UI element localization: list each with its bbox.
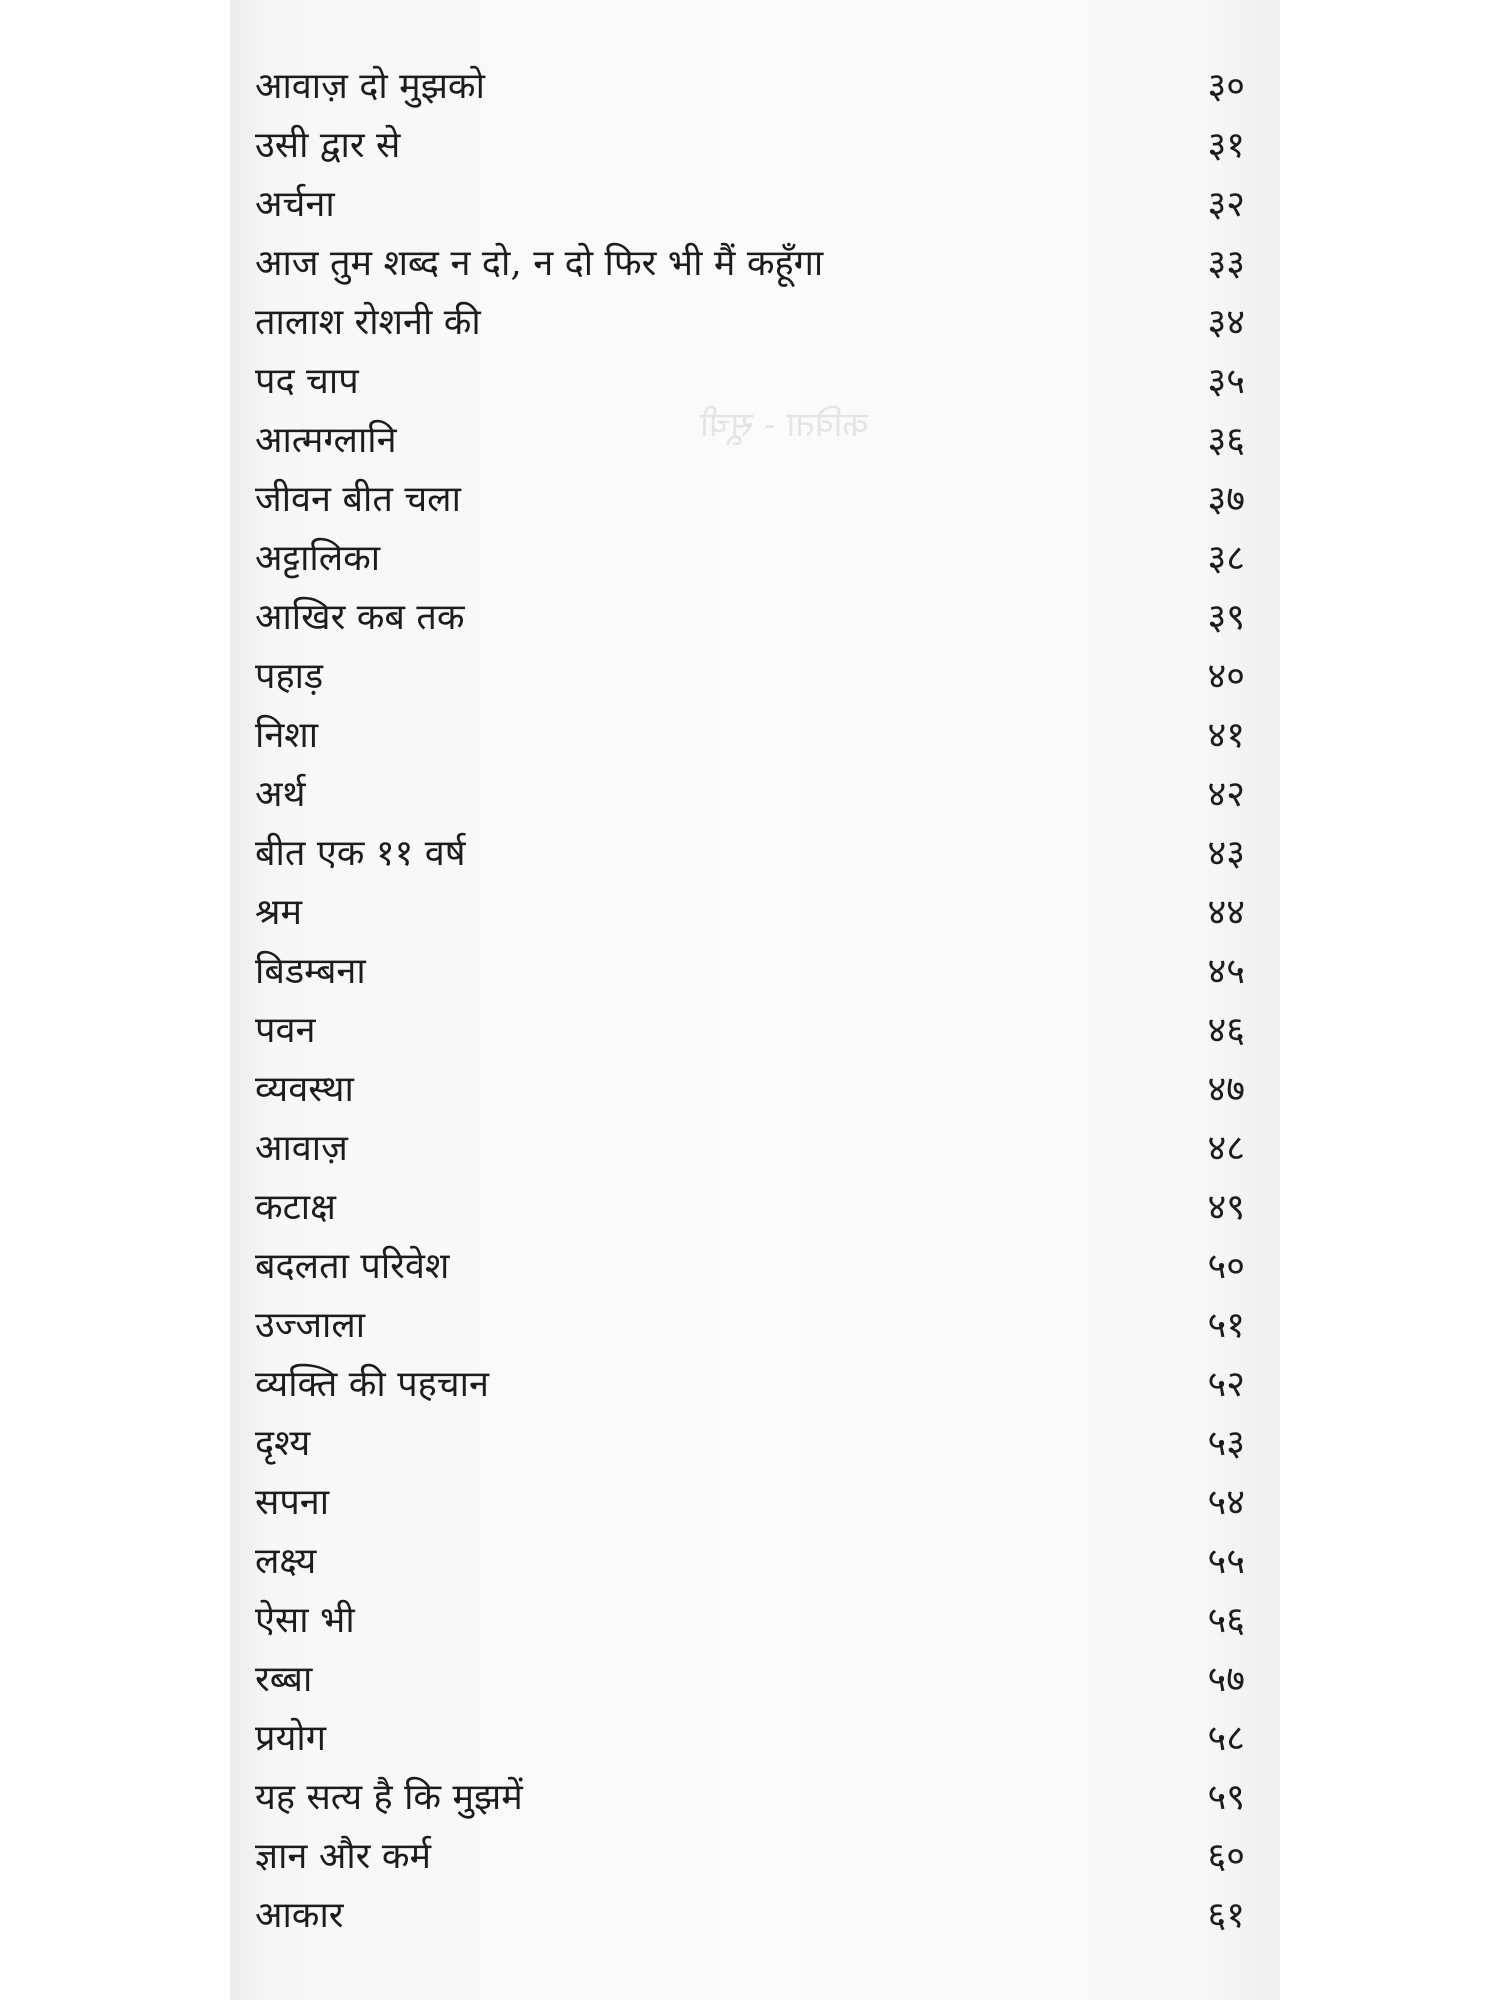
toc-title: रब्बा — [255, 1659, 313, 1700]
toc-title: व्यवस्था — [255, 1069, 354, 1110]
toc-page-number: ५२ — [1207, 1364, 1245, 1405]
toc-row — [255, 1001, 1245, 1060]
toc-page-number: ५६ — [1207, 1600, 1245, 1641]
toc-page-number: ३४ — [1207, 302, 1245, 343]
toc-row — [255, 1709, 1245, 1768]
toc-title: बीत एक ११ वर्ष — [255, 833, 466, 874]
toc-page-number: ४६ — [1207, 1010, 1245, 1051]
toc-title: पहाड़ — [255, 656, 324, 697]
toc-page-number: ४० — [1207, 656, 1245, 697]
toc-title: आत्मग्लानि — [255, 420, 397, 461]
toc-row — [255, 1591, 1245, 1650]
toc-row — [255, 1827, 1245, 1886]
toc-row — [255, 1473, 1245, 1532]
bleed-through-heading: कविता - सूची — [700, 405, 869, 445]
toc-title: आवाज़ — [255, 1128, 348, 1169]
toc-page-number: ६१ — [1207, 1895, 1245, 1936]
toc-title: आकार — [255, 1895, 344, 1936]
toc-title: तालाश रोशनी की — [255, 302, 481, 343]
toc-row — [255, 883, 1245, 942]
toc-page-number: ३५ — [1207, 361, 1245, 402]
toc-page-number: ५३ — [1207, 1423, 1245, 1464]
toc-page-number: ३० — [1207, 66, 1245, 107]
toc-row — [255, 942, 1245, 1001]
toc-title: बदलता परिवेश — [255, 1246, 450, 1287]
toc-title: जीवन बीत चला — [255, 479, 461, 520]
toc-page-number: ३६ — [1207, 420, 1245, 461]
toc-page-number: ४१ — [1207, 715, 1245, 756]
toc-row — [255, 647, 1245, 706]
toc-row — [255, 234, 1245, 293]
toc-row — [255, 1178, 1245, 1237]
toc-row — [255, 1355, 1245, 1414]
toc-row — [255, 1414, 1245, 1473]
toc-page-number: ६० — [1207, 1836, 1245, 1877]
toc-title: निशा — [255, 715, 319, 756]
toc-row — [255, 765, 1245, 824]
toc-page-number: ४२ — [1207, 774, 1245, 815]
toc-row — [255, 116, 1245, 175]
toc-page-number: ५७ — [1207, 1659, 1245, 1700]
toc-row — [255, 1060, 1245, 1119]
toc-page-number: ४८ — [1207, 1128, 1245, 1169]
toc-title: पद चाप — [255, 361, 359, 402]
toc-row — [255, 352, 1245, 411]
toc-row — [255, 1650, 1245, 1709]
toc-title: दृश्य — [255, 1423, 311, 1464]
toc-page-number: ३१ — [1207, 125, 1245, 166]
toc-page-number: ५५ — [1207, 1541, 1245, 1582]
toc-title: आखिर कब तक — [255, 597, 465, 638]
toc-row — [255, 1886, 1245, 1945]
toc-title: आज तुम शब्द न दो, न दो फिर भी मैं कहूँगा — [255, 243, 824, 284]
toc-title: ऐसा भी — [255, 1600, 355, 1641]
toc-row — [255, 57, 1245, 116]
toc-page-number: ५८ — [1207, 1718, 1245, 1759]
toc-title: सपना — [255, 1482, 330, 1523]
toc-row — [255, 411, 1245, 470]
toc-page-number: ४३ — [1207, 833, 1245, 874]
toc-page-number: ३२ — [1207, 184, 1245, 225]
toc-title: व्यक्ति की पहचान — [255, 1364, 489, 1405]
toc-row — [255, 1119, 1245, 1178]
toc-title: प्रयोग — [255, 1718, 326, 1759]
toc-page-number: ३८ — [1207, 538, 1245, 579]
toc-page-number: ३७ — [1207, 479, 1245, 520]
toc-title: अट्टालिका — [255, 538, 381, 579]
toc-row — [255, 1768, 1245, 1827]
toc-title: ज्ञान और कर्म — [255, 1836, 431, 1877]
toc-page-number: ५१ — [1207, 1305, 1245, 1346]
toc-page-number: ४९ — [1207, 1187, 1245, 1228]
toc-row — [255, 293, 1245, 352]
toc-page-number: ४४ — [1207, 892, 1245, 933]
toc-page-number: ४७ — [1207, 1069, 1245, 1110]
toc-title: लक्ष्य — [255, 1541, 317, 1582]
toc-row — [255, 470, 1245, 529]
toc-title: आवाज़ दो मुझको — [255, 66, 485, 107]
toc-page-number: ३३ — [1207, 243, 1245, 284]
toc-page-number: ३९ — [1207, 597, 1245, 638]
toc-title: उज्जाला — [255, 1305, 366, 1346]
toc-row — [255, 706, 1245, 765]
toc-row — [255, 1296, 1245, 1355]
toc-row — [255, 824, 1245, 883]
toc-title: पवन — [255, 1010, 316, 1051]
table-of-contents — [255, 57, 1245, 1945]
toc-page-number: ५० — [1207, 1246, 1245, 1287]
toc-title: अर्चना — [255, 184, 335, 225]
toc-title: बिडम्बना — [255, 951, 366, 992]
toc-row — [255, 175, 1245, 234]
toc-row — [255, 1532, 1245, 1591]
toc-title: अर्थ — [255, 774, 306, 815]
toc-row — [255, 588, 1245, 647]
toc-title: उसी द्वार से — [255, 125, 401, 166]
toc-title: श्रम — [255, 892, 303, 933]
toc-page-number: ५४ — [1207, 1482, 1245, 1523]
toc-page-number: ४५ — [1207, 951, 1245, 992]
toc-title: कटाक्ष — [255, 1187, 336, 1228]
toc-title: यह सत्य है कि मुझमें — [255, 1777, 523, 1818]
toc-row — [255, 1237, 1245, 1296]
toc-row — [255, 529, 1245, 588]
toc-page-number: ५९ — [1207, 1777, 1245, 1818]
